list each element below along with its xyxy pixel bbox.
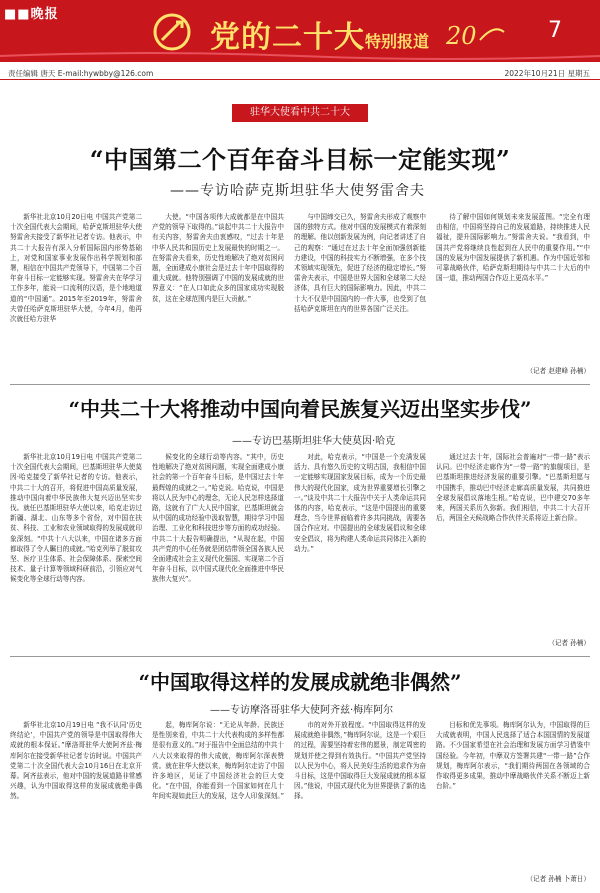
- section-subtitle: 特别报道: [365, 32, 430, 51]
- article2-col4: 通过过去十年，国际社会普遍对“一带一路”表示认同。巴中经济走廊作为“一带一路”的旗舰项目，是巴基斯坦推进经济发展的重要引擎。“巴基斯坦愿与中国携手，推动巴中经济走廊高质量发展，共同推进全球发展倡议落地生根。”哈克说，巴中建交70多年来，两国关系历久弥新。我们相信，中共二十大召开后，两国全天候战略合作伙伴关系将迈上新台阶。: [436, 453, 590, 523]
- section-title: 党的二十大特别报道: [210, 20, 430, 55]
- editor-info: 责任编辑 唐天 E-mail:hywbby@126.com: [8, 69, 154, 78]
- divider: [10, 384, 590, 385]
- column-tag: 驻华大使看中共二十大: [232, 104, 368, 122]
- article2-title: “中共二十大将推动中国向着民族复兴迈出坚实步伐”: [68, 397, 532, 421]
- article3-col2: 起，梅库阿尔说：“无论从年龄、民族还是性别来看，中共二十大代表构成的多样性都是很有意义的。”对于报告中全面总结的中共十八大以来取得的伟大成就，梅库阿尔深表赞赏。就在驻华大使以来，梅库阿尔走访了中国许多地区，见证了中国经济社会的巨大变化。“在中国，你能看到一个国家如何在几十年间实现如此巨大的发展，这令人印象深刻。”: [152, 721, 284, 801]
- article1-subtitle: ——专访哈萨克斯坦驻华大使努雷舍夫: [170, 183, 425, 199]
- page-number: 7: [548, 18, 562, 43]
- party-emblem-icon: [150, 12, 194, 52]
- article2-col3: 对此，哈克表示，“中国是一个充满发展活力、具有悠久历史的文明古国，我相信中国一定能够实现国家发展目标，成为一个历史最伟大的现代化国家，成为世界重要增长引擎之一。”谈及中共二十大报告中关于人类命运共同体的内容，哈克表示，“这是中国提出的重要理念，当今世界面临着许多共同挑战，需要各国合作应对。中国提出的全球发展倡议和全球安全倡议，将为构建人类命运共同体注入新的动力。”: [294, 453, 426, 553]
- article3-col3: 市的对外开放程度。“中国取得这样的发展成就绝非偶然，”梅库阿尔说，这是一个艰巨的过程，需要坚持着宏伟的愿景，制定周密的规划并使之得到有效执行。“中国共产党坚持以人民为中心，将人民美好生活的追求作为奋斗目标，这是中国取得巨大发展成就的根本原因。”他说，中国式现代化为世界提供了新的选择。: [294, 721, 426, 801]
- issue-date: 2022年10月21日 星期五: [504, 69, 590, 78]
- article2-signature: （记者 孙楠）: [548, 639, 590, 647]
- article3-subtitle: ——专访摩洛哥驻华大使阿齐兹·梅库阿尔: [210, 705, 394, 716]
- article3-signature: （记者 孙楠 卜萧日）: [526, 875, 590, 883]
- anniversary-mark-icon: [442, 18, 506, 50]
- divider: [10, 656, 590, 657]
- newspaper-logo: [4, 3, 114, 23]
- article1-title: “中国第二个百年奋斗目标一定能实现”: [89, 145, 511, 174]
- article2-subtitle: ——专访巴基斯坦驻华大使莫因·哈克: [232, 436, 396, 447]
- article3-title: “中国取得这样的发展成就绝非偶然”: [138, 670, 462, 694]
- article1-col2: 大使。“中国各项伟大成就都是在中国共产党的领导下取得的。”谈起中共二十大报告中有关内容，努雷舍夫由衷感叹，“过去十年是中华人民共和国历史上发展最快的时期之一。在努雷舍夫看来，历史性地解决了绝对贫困问题，全面建成小康社会是过去十年中国取得的重大成就。他特别强调了中国的发展成就的世界意义：“在人口如此众多的国家成功实现脱贫，这在全球范围内是巨大贡献。”: [152, 213, 284, 303]
- article1-col3: 与中国缔交已久，努雷舍夫形成了观察中国的独特方式。他对中国的发展模式有着深刻的理解。他以创新发展为例，向记者讲述了自己的观察：“通过在过去十年全面加强创新能力建设，中国的科技实力不断增强，在多个技术领域实现领先，促进了经济的稳定增长。”努雷舍夫表示，中国是世界大国和全球第二大经济体，具有巨大的国际影响力。因此，中共二十大不仅是中国国内的一件大事，也受到了包括哈萨克斯坦在内的世界各国广泛关注。: [294, 213, 426, 313]
- article2-col2: 候变化的全球行动等内容。“其中，历史性地解决了绝对贫困问题，实现全面建成小康社会的第一个百年奋斗目标，是中国过去十年最辉煌的成就之一。”哈克说。哈克说，中国是将以人民为中心的理念，无论人民怎样选择道路，这就有了广大人民中国家，巴基斯坦就会从中国的成功经验中汲取智慧，期待学习中国治理、工业化和科技进步等方面的成功经验。中共二十大报告明确提出，“从现在起，中国共产党的中心任务就是团结带领全国各族人民全面建成社会主义现代化强国、实现第二个百年奋斗目标，以中国式现代化全面推进中华民族伟大复兴”。: [152, 453, 284, 584]
- article3-col4: 目标和优先事项。梅库阿尔认为，中国取得的巨大成就表明，中国人民选择了适合本国国情的发展道路。不少国家希望在社会治理和发展方面学习借鉴中国经验。今年初，中摩双方签署共建“一带一路”合作规划，梅库阿尔表示，“我们期待两国在各领域的合作取得更多成果，推动中摩战略伙伴关系不断迈上新台阶。”: [436, 721, 590, 791]
- article2-col1: 新华社北京10月19日电 中国共产党第二十次全国代表大会期间，巴基斯坦驻华大使莫因·哈克接受了新华社记者的专访。他表示，中共二十大的召开，将促进中国高质量发展，推动中国向着中华民族伟大复兴迈出坚实步伐。就任巴基斯坦驻华大使以来，哈克走访过新疆、湖北、山东等多个省份，对中国在扶贫、科技、工业和农业领域取得的发展成就印象深刻。“中共十八大以来，中国在诸多方面都取得了令人瞩目的成就。”哈克列举了脱贫攻坚、医疗卫生体系、社会保障体系、探索空间技术、量子计算等领域科研前沿，引领应对气候变化等全球行动等内容。: [10, 453, 142, 584]
- info-strip: [0, 66, 600, 80]
- article3-col1: 新华社北京10月19日电 “我不认同‘历史终结论’，中国共产党的领导是中国取得伟大成就的根本保证。”摩洛哥驻华大使阿齐兹·梅库阿尔在接受新华社记者专访时说。中国共产党第二十次全国代表大会10月16日在北京开幕。阿齐兹表示，他对中国的发展道路非常感兴趣，认为中国取得这样的发展成就绝非偶然。: [10, 721, 142, 801]
- page-header: [0, 0, 600, 62]
- article1-col1: 新华社北京10月20日电 中国共产党第二十次全国代表大会期间，哈萨克斯坦驻华大使努雷舍夫接受了新华社记者专访。他表示，中共二十大报告有深入分析国际国内形势基础上，对党和国家事业发展作出科学规划和部署，相信在中国共产党领导下，中国第二个百年奋斗目标一定能够实现。努雷舍夫在华学习工作多年，能说一口流利的汉语，是个地地道道的“中国通”。2015年至2019年，努雷舍夫曾任哈萨克斯坦驻华大使，今年4月，他再次就任哈方驻华: [10, 213, 142, 324]
- anniversary-mark-text: 20: [446, 22, 477, 50]
- article1-col4: 待了解中国如何规划未来发展蓝图。“完全有理由相信，中国将坚持自己的发展道路，持续推进人民福祉，提升国际影响力。”努雷舍夫说。“我看到，中国共产党将继续良性起到在人民中的重要作用。”“中国的发展为中国发展提供了新机遇。作为中国近邻和可靠战略伙伴，哈萨克斯坦期待与中共二十大后的中国一道，推动两国合作迈上更高水平。”: [436, 213, 590, 283]
- article1-signature: （记者 赵建峰 孙楠）: [526, 367, 590, 375]
- header-decoration: [0, 50, 600, 62]
- logo-text: ■■晚报: [4, 7, 59, 22]
